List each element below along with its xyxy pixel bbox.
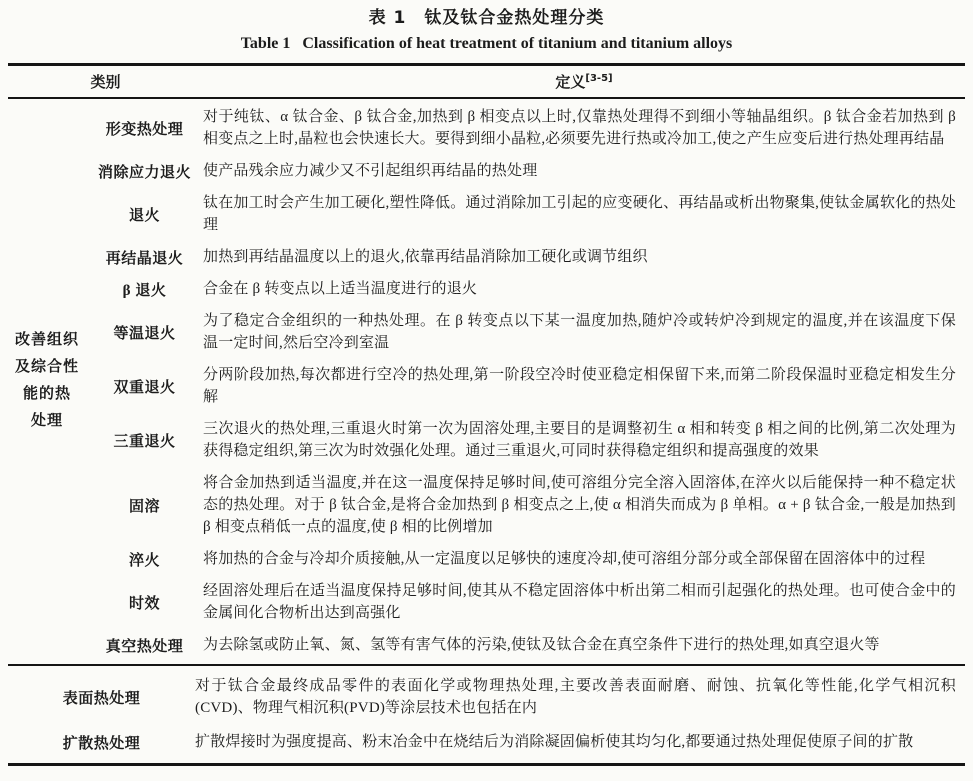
classification-table — [8, 63, 965, 766]
definition-text: 扩散焊接时为强度提高、粉末冶金中在烧结后为消除凝固偏析使其均匀化,都要通过热处理促使原子间的扩散 — [195, 734, 914, 750]
category-label: β 退火 — [122, 282, 167, 299]
definition-text: 钛在加工时会产生加工硬化,塑性降低。通过消除加工引起的应变硬化、再结晶或析出物聚集,使钛金属软化的热处理 — [203, 195, 956, 233]
table-row — [86, 543, 965, 575]
improve-structure-group-section — [8, 99, 965, 666]
definition-text: 三次退火的热处理,三重退火时第一次为固溶处理,主要目的是调整初生 α 相和转变 β 相之间的比例,第二次处理为获得稳定组织,第三次为时效强化处理。通过三重退火,可同时获得稳定组织和提高强度的效果 — [203, 421, 956, 459]
category-label: 淬火 — [128, 552, 160, 569]
definition-text: 分两阶段加热,每次都进行空冷的热处理,第一阶段空冷时使亚稳定相保留下来,而第二阶段保温时亚稳定相发生分解 — [203, 367, 956, 405]
definition-text: 为了稳定合金组织的一种热处理。在 β 转变点以下某一温度加热,随炉冷或转炉冷到规定的温度,并在该温度下保温一定时间,然后空冷到室温 — [203, 313, 956, 351]
definition-text: 加热到再结晶温度以上的退火,依靠再结晶消除加工硬化或调节组织 — [203, 249, 648, 265]
header-definition-reference: [3-5] — [585, 73, 613, 84]
category-label: 时效 — [128, 595, 160, 612]
category-label: 双重退火 — [113, 379, 176, 396]
table-row — [86, 413, 965, 467]
category-label: 固溶 — [128, 498, 160, 515]
table-row — [86, 155, 965, 187]
category-label: 扩散热处理 — [62, 735, 141, 752]
table-row — [86, 187, 965, 241]
group-label — [15, 327, 79, 435]
category-label: 真空热处理 — [105, 638, 184, 655]
category-label: 再结晶退火 — [105, 250, 184, 267]
table-header-row — [8, 66, 965, 99]
category-label: 表面热处理 — [62, 690, 141, 707]
category-label: 三重退火 — [113, 433, 176, 450]
definition-text: 使产品残余应力减少又不引起组织再结晶的热处理 — [203, 163, 538, 179]
category-label: 等温退火 — [113, 325, 176, 342]
table-row — [86, 629, 965, 661]
table-title-zh: 表 1 钛及钛合金热处理分类 — [368, 8, 605, 28]
table-row — [86, 467, 965, 543]
definition-text: 为去除氢或防止氧、氮、氢等有害气体的污染,使钛及钛合金在真空条件下进行的热处理,如真空退火等 — [203, 637, 880, 653]
table-row — [86, 241, 965, 273]
group-label-line: 及综合性 — [14, 359, 79, 375]
category-label: 消除应力退火 — [97, 164, 191, 181]
group-label-line: 处理 — [30, 413, 63, 429]
category-label: 形变热处理 — [105, 121, 184, 138]
table-row — [86, 359, 965, 413]
table-row — [86, 273, 965, 305]
group-rows-column — [86, 101, 965, 661]
group-label-line: 改善组织 — [14, 332, 79, 348]
table-row — [8, 669, 965, 725]
header-definition — [203, 71, 965, 92]
table-row — [86, 101, 965, 155]
definition-text: 将合金加热到适当温度,并在这一温度保持足够时间,使可溶组分完全溶入固溶体,在淬火以后能保持一种不稳定状态的热处理。对于 β 钛合金,是将合金加热到 β 相变点之上,使 α 相消失而成为 β 单相。α + β 钛合金,一般是加热到 β 相变点稍低一点的温度,使 β 相的比例增加 — [203, 475, 956, 535]
group-label-line: 能的热 — [22, 386, 71, 402]
group-label-column — [8, 101, 86, 661]
table-title-en: Table 1 Classification of heat treatment of titanium and titanium alloys — [240, 35, 733, 52]
definition-text: 对于钛合金最终成品零件的表面化学或物理热处理,主要改善表面耐磨、耐蚀、抗氧化等性能,化学气相沉积(CVD)、物理气相沉积(PVD)等涂层技术也包括在内 — [195, 678, 956, 716]
header-definition-label: 定义 — [555, 73, 586, 91]
definition-text: 经固溶处理后在适当温度保持足够时间,使其从不稳定固溶体中析出第二相而引起强化的热处理。也可使合金中的金属间化合物析出达到高强化 — [203, 583, 956, 621]
category-label: 退火 — [128, 207, 160, 224]
definition-text: 对于纯钛、α 钛合金、β 钛合金,加热到 β 相变点以上时,仅靠热处理得不到细小等轴晶组织。β 钛合金若加热到 β 相变点之上时,晶粒也会快速长大。要得到细小晶粒,必须要先进行热或冷加工,使之产生应变后进行热处理再结晶 — [203, 109, 956, 147]
definition-text: 将加热的合金与冷却介质接触,从一定温度以足够快的速度冷却,使可溶组分部分或全部保留在固溶体中的过程 — [203, 551, 926, 567]
table-row — [86, 575, 965, 629]
table-row — [86, 305, 965, 359]
definition-text: 合金在 β 转变点以上适当温度进行的退火 — [203, 281, 478, 297]
table-row — [8, 725, 965, 759]
other-treatments-section — [8, 666, 965, 763]
header-category: 类别 — [90, 73, 121, 91]
